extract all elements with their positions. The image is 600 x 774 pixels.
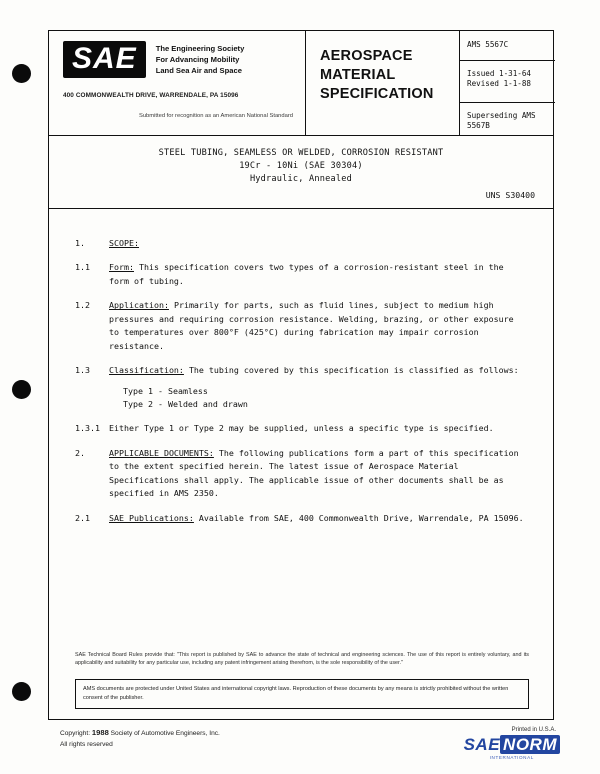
spec-title [320,47,459,104]
section-content [109,447,527,501]
document-title-line-2: 19Cr - 10Ni (SAE 30304) [239,160,363,171]
classification-list [109,385,527,412]
document-title-line-3: Hydraulic, Annealed [249,173,353,184]
punch-hole-icon [12,64,31,83]
section-text: Primarily for parts, such as fluid lines, subject to medium high pressures and requiring corrosion resistance. Welding, brazing, or other exposure to temperatures over 800°F (425°C) during fabrication may impair corrosion resistance. [109,300,514,351]
section-number: 1.2 [75,300,90,311]
list-item: Type 2 - Welded and drawn [123,398,248,409]
section-number: 1.3 [75,365,90,376]
sae-tagline-line-2: For Advancing Mobility [155,55,240,64]
sae-logo: SAE [63,41,146,78]
section-1-3 [75,364,527,377]
revised-date: Revised 1-1-88 [467,79,532,89]
uns-designation: UNS S30400 [485,190,535,200]
section-1-3-1 [75,422,527,435]
sae-tagline-line-3: Land Sea Air and Space [155,66,242,75]
punch-hole-icon [12,380,31,399]
section-heading: Classification: [109,365,184,376]
document-title-line-1: STEEL TUBING, SEAMLESS OR WELDED, CORROSION RESISTANT [158,148,444,158]
printed-in-label: Printed in U.S.A. [511,727,556,733]
section-1-2 [75,299,527,353]
header-left-block [49,31,305,135]
section-number: 2. [75,447,85,458]
sae-watermark [464,736,560,760]
section-content [109,422,527,435]
submitted-note: Submitted for recognition as an American National Standard [138,113,293,119]
section-text: The following publications form a part of this specification to the extent specified herein. The latest issue of Aerospace Material Specifications shall apply. The applicable issue of other documents shall be as specified in AMS 2350. [109,447,519,499]
section-text: The tubing covered by this specification is classified as follows: [188,365,519,376]
watermark-wordmark [464,736,560,753]
section-heading: APPLICABLE DOCUMENTS: [109,447,214,458]
doc-number: AMS 5567C [460,31,555,61]
section-number: 1. [75,238,85,248]
section-heading: SAE Publications: [109,512,194,523]
punch-hole-icon [12,682,31,701]
superseding-note: Superseding AMS 5567B [467,111,536,131]
section-1 [75,237,527,250]
section-content [109,237,527,250]
document-title-band [49,136,553,209]
section-content [109,261,527,288]
copyright-label: Copyright: [60,730,91,737]
spec-title-line-1: AEROSPACE [320,48,413,64]
watermark-text: SAE [463,735,501,754]
section-number: 2.1 [75,512,90,523]
section-number: 1.1 [75,262,90,273]
section-heading: SCOPE: [109,238,139,248]
section-number: 1.3.1 [75,423,100,434]
issued-date: Issued 1-31-64 [467,69,532,78]
doc-dates [460,61,555,103]
sae-address: 400 COMMONWEALTH DRIVE, WARRENDALE, PA 15096 [63,92,239,99]
sae-tagline-line-1: The Engineering Society [155,44,245,53]
spec-title-line-2: MATERIAL [320,67,396,84]
list-item: Type 1 - Seamless [123,385,208,396]
watermark-subtitle: INTERNATIONAL [489,755,534,760]
sae-branding [63,41,297,78]
document-frame [48,30,554,720]
header-spec-type [305,31,459,135]
document-header [49,31,553,136]
watermark-boxed-text: NORM [500,735,560,754]
rights-reserved: All rights reserved [60,740,113,748]
header-doc-info [459,31,555,135]
section-text: Either Type 1 or Type 2 may be supplied, unless a specific type is specified. [109,423,494,434]
copyright-notice-box: AMS documents are protected under United States and international copyright laws. Reproduction of these documents by any means is strictly prohibited without the written consent of the publisher. [75,679,529,709]
section-2-1 [75,512,527,525]
section-2 [75,447,527,501]
section-content [109,364,527,377]
spec-title-line-3: SPECIFICATION [320,86,434,103]
section-content [109,299,527,353]
section-1-1 [75,261,527,288]
board-rules-note: SAE Technical Board Rules provide that: "This report is published by SAE to advance the state of technical and engineering sciences. The use of this report is entirely voluntary, and its applicability and suitability for any particular use, including any patent infringement arising therefrom, is the sole responsibility of the user." [75,652,529,667]
document-body [49,209,553,536]
section-text: Available from SAE, 400 Commonwealth Drive, Warrendale, PA 15096. [198,512,524,523]
section-content [109,512,527,525]
copyright-year: 1988 [91,728,109,737]
copyright-owner: Society of Automotive Engineers, Inc. [110,730,220,737]
section-heading: Form: [109,262,134,273]
sae-tagline [156,43,245,76]
section-heading: Application: [109,300,169,311]
section-text: This specification covers two types of a corrosion-resistant steel in the form of tubing. [109,262,504,286]
